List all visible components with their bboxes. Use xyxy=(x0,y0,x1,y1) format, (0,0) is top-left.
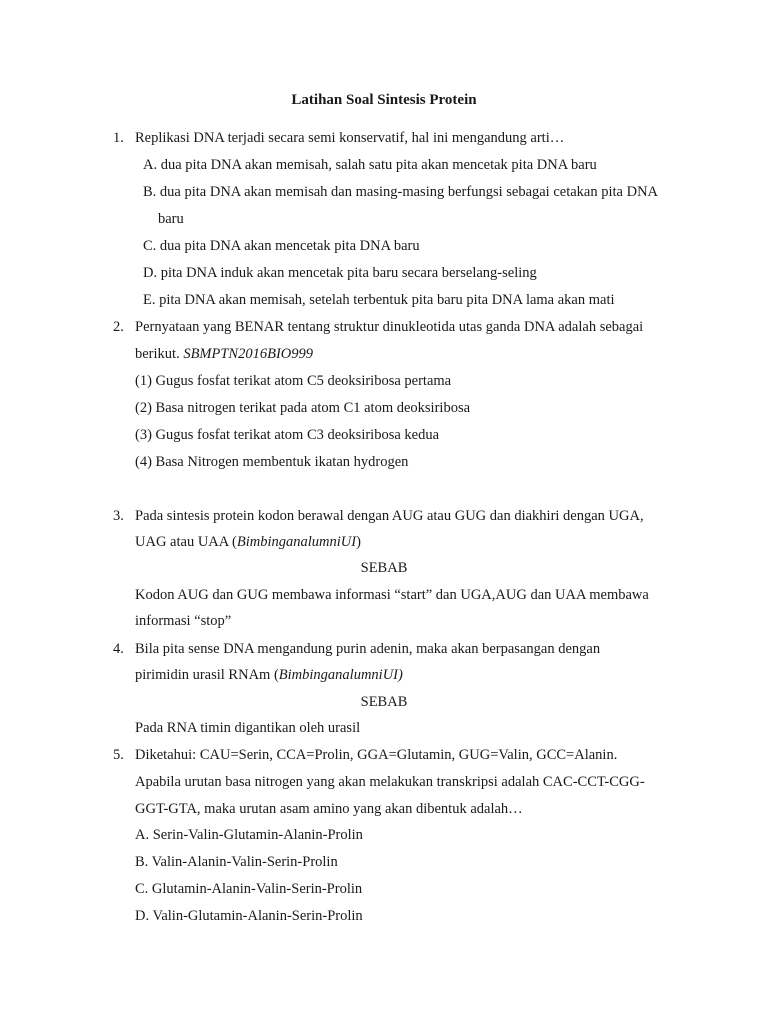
document-title: Latihan Soal Sintesis Protein xyxy=(291,92,477,108)
q1-option-b: B. dua pita DNA akan memisah dan masing-masing berfungsi sebagai cetakan pita DNA xyxy=(143,184,659,200)
q1-option-c: C. dua pita DNA akan mencetak pita DNA baru xyxy=(143,238,420,254)
q1-option-d: D. pita DNA induk akan mencetak pita baru secara berselang-seling xyxy=(143,265,537,281)
q1-number: 1. xyxy=(113,130,124,146)
q3-text-1: Pada sintesis protein kodon berawal dengan AUG atau GUG dan diakhiri dengan UGA, xyxy=(135,508,644,524)
q1-option-a: A. dua pita DNA akan memisah, salah satu pita akan mencetak pita DNA baru xyxy=(143,157,597,173)
q2-text-2-lead: berikut. xyxy=(135,346,184,362)
q2-text-1: Pernyataan yang BENAR tentang struktur dinukleotida utas ganda DNA adalah sebagai xyxy=(135,319,644,335)
q3-text-2 xyxy=(135,532,361,552)
q2-text-2 xyxy=(135,344,313,364)
q4-sebab: SEBAB xyxy=(360,694,408,710)
q5-option-c: C. Glutamin-Alanin-Valin-Serin-Prolin xyxy=(135,881,363,897)
q3-source: BimbinganalumniUI xyxy=(236,534,357,550)
q3-text-2-pre: UAG atau UAA ( xyxy=(135,534,237,550)
q2-statement-2: (2) Basa nitrogen terikat pada atom C1 atom deoksiribosa xyxy=(135,400,471,416)
q5-text-1: Diketahui: CAU=Serin, CCA=Prolin, GGA=Glutamin, GUG=Valin, GCC=Alanin. xyxy=(135,747,618,763)
q5-option-b: B. Valin-Alanin-Valin-Serin-Prolin xyxy=(135,854,338,870)
q4-text-1: Bila pita sense DNA mengandung purin adenin, maka akan berpasangan dengan xyxy=(135,641,601,657)
q2-statement-1: (1) Gugus fosfat terikat atom C5 deoksiribosa pertama xyxy=(135,373,452,389)
q2-source: SBMPTN2016BIO999 xyxy=(183,346,314,362)
q1-option-e: E. pita DNA akan memisah, setelah terbentuk pita baru pita DNA lama akan mati xyxy=(143,292,615,308)
q4-text-2-pre: pirimidin urasil RNAm ( xyxy=(135,667,279,683)
q4-text-2 xyxy=(135,665,403,685)
q3-text-2-post: ) xyxy=(356,534,361,550)
q3-reason-1: Kodon AUG dan GUG membawa informasi “start” dan UGA,AUG dan UAA membawa xyxy=(135,587,649,603)
q5-option-a: A. Serin-Valin-Glutamin-Alanin-Prolin xyxy=(135,827,363,843)
q1-text: Replikasi DNA terjadi secara semi konservatif, hal ini mengandung arti… xyxy=(135,130,565,146)
q5-text-2: Apabila urutan basa nitrogen yang akan melakukan transkripsi adalah CAC-CCT-CGG- xyxy=(135,774,645,790)
q2-statement-4: (4) Basa Nitrogen membentuk ikatan hydrogen xyxy=(135,454,409,470)
q4-number: 4. xyxy=(113,641,124,657)
q1-option-b-cont: baru xyxy=(158,211,184,227)
q2-statement-3: (3) Gugus fosfat terikat atom C3 deoksiribosa kedua xyxy=(135,427,440,443)
q5-text-3: GGT-GTA, maka urutan asam amino yang akan dibentuk adalah… xyxy=(135,801,523,817)
q2-number: 2. xyxy=(113,319,124,335)
q5-number: 5. xyxy=(113,747,124,763)
q4-source: BimbinganalumniUI) xyxy=(278,667,403,683)
q3-reason-2: informasi “stop” xyxy=(135,613,232,629)
q5-option-d: D. Valin-Glutamin-Alanin-Serin-Prolin xyxy=(135,908,363,924)
q3-sebab: SEBAB xyxy=(360,560,408,576)
q3-number: 3. xyxy=(113,508,124,524)
q4-reason: Pada RNA timin digantikan oleh urasil xyxy=(135,720,361,736)
